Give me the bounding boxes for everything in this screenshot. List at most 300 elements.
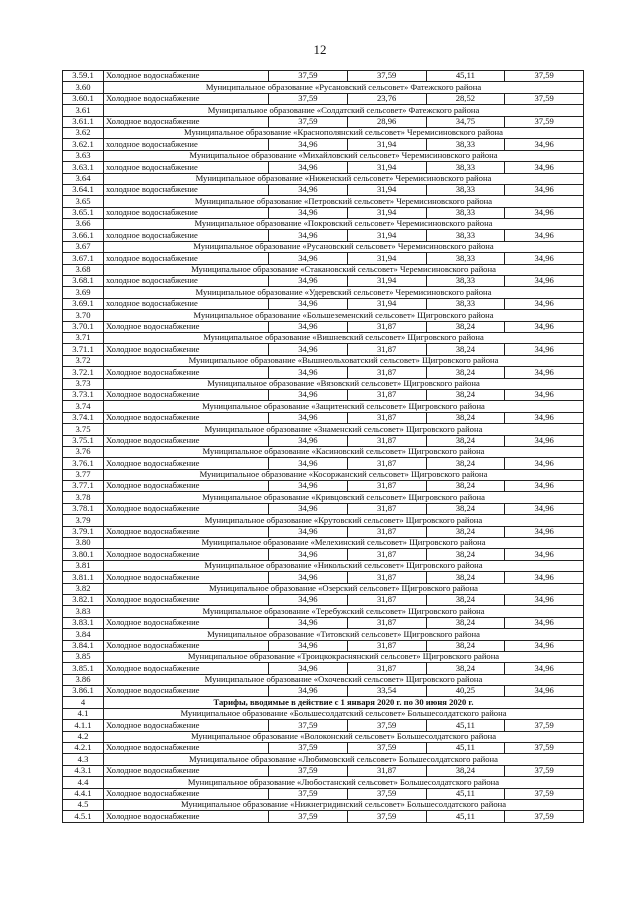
tariff-value: 34,96	[505, 663, 584, 674]
tariff-value: 31,87	[347, 572, 426, 583]
tariff-value: 31,87	[347, 765, 426, 776]
tariff-value: 40,25	[426, 686, 505, 697]
service-name: холодное водоснабжение	[104, 207, 269, 218]
table-row	[63, 765, 584, 776]
tariff-value: 34,96	[505, 321, 584, 332]
tariff-value: 38,24	[426, 435, 505, 446]
row-code: 3.60.1	[63, 93, 104, 104]
tariff-value: 37,59	[505, 743, 584, 754]
service-name: Холодное водоснабжение	[104, 344, 269, 355]
page-number: 12	[313, 42, 327, 57]
tariff-value: 38,24	[426, 389, 505, 400]
tariff-value: 34,96	[269, 253, 348, 264]
municipality-header-row	[63, 264, 584, 275]
municipality-header-row	[63, 515, 584, 526]
row-code: 4.3.1	[63, 765, 104, 776]
tariff-value: 38,24	[426, 549, 505, 560]
municipality-header-row	[63, 800, 584, 811]
tariff-value: 34,75	[426, 116, 505, 127]
tariff-value: 34,96	[505, 435, 584, 446]
service-name: холодное водоснабжение	[104, 298, 269, 309]
table-row	[63, 367, 584, 378]
municipality-title: Муниципальное образование «Титовский сельсовет» Щигровского района	[104, 629, 584, 640]
municipality-title: Муниципальное образование «Мелехинский сельсовет» Щигровского района	[104, 538, 584, 549]
row-code: 3.86	[63, 674, 104, 685]
table-row	[63, 93, 584, 104]
row-code: 4.4	[63, 777, 104, 788]
row-code: 3.71.1	[63, 344, 104, 355]
tariff-value: 38,33	[426, 162, 505, 173]
service-name: холодное водоснабжение	[104, 230, 269, 241]
service-name: Холодное водоснабжение	[104, 481, 269, 492]
tariff-value: 34,96	[269, 207, 348, 218]
municipality-header-row	[63, 332, 584, 343]
tariff-value: 34,96	[269, 481, 348, 492]
tariff-value: 31,94	[347, 253, 426, 264]
tariff-value: 34,96	[269, 663, 348, 674]
tariff-value: 31,94	[347, 298, 426, 309]
tariff-value: 34,96	[505, 389, 584, 400]
table-row	[63, 788, 584, 799]
tariff-value: 34,96	[269, 298, 348, 309]
table-row	[63, 207, 584, 218]
tariff-value: 45,11	[426, 743, 505, 754]
row-code: 3.73.1	[63, 389, 104, 400]
row-code: 3.85.1	[63, 663, 104, 674]
tariff-value: 38,33	[426, 184, 505, 195]
municipality-title: Муниципальное образование «Охочевский сельсовет» Щигровского района	[104, 674, 584, 685]
table-row	[63, 526, 584, 537]
service-name: холодное водоснабжение	[104, 184, 269, 195]
tariff-value: 34,96	[269, 321, 348, 332]
tariff-value: 31,87	[347, 321, 426, 332]
tariff-value: 28,96	[347, 116, 426, 127]
municipality-header-row	[63, 777, 584, 788]
municipality-title: Муниципальное образование «Теребужский сельсовет» Щигровского района	[104, 606, 584, 617]
row-code: 4.2	[63, 731, 104, 742]
tariff-value: 37,59	[269, 743, 348, 754]
tariff-value: 34,96	[505, 230, 584, 241]
tariff-value: 38,24	[426, 765, 505, 776]
tariff-value: 34,96	[269, 617, 348, 628]
table-row	[63, 344, 584, 355]
table-row	[63, 139, 584, 150]
tariff-value: 45,11	[426, 720, 505, 731]
tariff-value: 37,59	[269, 720, 348, 731]
municipality-header-row	[63, 754, 584, 765]
tariff-value: 38,24	[426, 617, 505, 628]
row-code: 3.64	[63, 173, 104, 184]
row-code: 3.65	[63, 196, 104, 207]
tariff-value: 37,59	[269, 811, 348, 822]
tariff-value: 38,24	[426, 526, 505, 537]
municipality-header-row	[63, 173, 584, 184]
row-code: 3.78	[63, 492, 104, 503]
tariff-value: 31,87	[347, 367, 426, 378]
tariff-value: 45,11	[426, 811, 505, 822]
table-row	[63, 663, 584, 674]
tariff-value: 38,24	[426, 640, 505, 651]
service-name: холодное водоснабжение	[104, 253, 269, 264]
municipality-title: Муниципальное образование «Русановский сельсовет» Черемисиновского района	[104, 241, 584, 252]
tariff-value: 38,24	[426, 367, 505, 378]
tariff-value: 37,59	[505, 811, 584, 822]
service-name: Холодное водоснабжение	[104, 93, 269, 104]
service-name: Холодное водоснабжение	[104, 549, 269, 560]
tariff-value: 37,59	[347, 720, 426, 731]
row-code: 3.82.1	[63, 594, 104, 605]
tariff-value: 37,59	[269, 788, 348, 799]
tariff-value: 45,11	[426, 788, 505, 799]
municipality-title: Муниципальное образование «Большесолдатский сельсовет» Большесолдатского района	[104, 708, 584, 719]
tariff-value: 31,87	[347, 435, 426, 446]
row-code: 3.86.1	[63, 686, 104, 697]
municipality-header-row	[63, 731, 584, 742]
tariff-value: 31,94	[347, 207, 426, 218]
tariff-value: 37,59	[269, 93, 348, 104]
row-code: 3.63	[63, 150, 104, 161]
tariff-value: 34,96	[269, 344, 348, 355]
tariff-value: 37,59	[269, 71, 348, 82]
municipality-title: Муниципальное образование «Вишневский сельсовет» Щигровского района	[104, 332, 584, 343]
tariff-value: 34,96	[269, 367, 348, 378]
tariff-value: 34,96	[505, 298, 584, 309]
tariff-value: 34,96	[269, 230, 348, 241]
service-name: Холодное водоснабжение	[104, 71, 269, 82]
row-code: 4.1.1	[63, 720, 104, 731]
row-code: 3.61	[63, 105, 104, 116]
municipality-header-row	[63, 287, 584, 298]
row-code: 3.62	[63, 127, 104, 138]
service-name: Холодное водоснабжение	[104, 720, 269, 731]
row-code: 3.77.1	[63, 481, 104, 492]
row-code: 4.2.1	[63, 743, 104, 754]
municipality-title: Муниципальное образование «Защитенский сельсовет» Щигровского района	[104, 401, 584, 412]
service-name: Холодное водоснабжение	[104, 594, 269, 605]
municipality-title: Муниципальное образование «Покровский сельсовет» Черемисиновского района	[104, 219, 584, 230]
tariff-value: 37,59	[505, 765, 584, 776]
municipality-title: Муниципальное образование «Большеземенский сельсовет» Щигровского района	[104, 310, 584, 321]
tariff-value: 34,96	[505, 617, 584, 628]
row-code: 3.73	[63, 378, 104, 389]
tariff-value: 45,11	[426, 71, 505, 82]
table-row	[63, 686, 584, 697]
municipality-title: Муниципальное образование «Русановский сельсовет» Фатежского района	[104, 82, 584, 93]
municipality-title: Муниципальное образование «Нижнегридинский сельсовет» Большесолдатского района	[104, 800, 584, 811]
tariff-value: 38,33	[426, 253, 505, 264]
municipality-title: Муниципальное образование «Любостанский сельсовет» Большесолдатского района	[104, 777, 584, 788]
tariff-value: 34,96	[269, 412, 348, 423]
service-name: Холодное водоснабжение	[104, 743, 269, 754]
table-row	[63, 720, 584, 731]
row-code: 3.67.1	[63, 253, 104, 264]
municipality-header-row	[63, 82, 584, 93]
tariff-value: 34,96	[269, 640, 348, 651]
tariff-value: 31,94	[347, 139, 426, 150]
table-row	[63, 162, 584, 173]
row-code: 3.63.1	[63, 162, 104, 173]
service-name: Холодное водоснабжение	[104, 435, 269, 446]
table-row	[63, 230, 584, 241]
tariff-value: 31,87	[347, 503, 426, 514]
tariff-value: 38,33	[426, 298, 505, 309]
row-code: 3.76.1	[63, 458, 104, 469]
service-name: Холодное водоснабжение	[104, 572, 269, 583]
service-name: холодное водоснабжение	[104, 162, 269, 173]
row-code: 3.72.1	[63, 367, 104, 378]
service-name: Холодное водоснабжение	[104, 686, 269, 697]
row-code: 3.66.1	[63, 230, 104, 241]
row-code: 4.1	[63, 708, 104, 719]
table-row	[63, 481, 584, 492]
municipality-header-row	[63, 583, 584, 594]
municipality-title: Муниципальное образование «Вышнеольховатский сельсовет» Щигровского района	[104, 355, 584, 366]
table-row	[63, 549, 584, 560]
tariff-value: 38,24	[426, 481, 505, 492]
municipality-header-row	[63, 401, 584, 412]
table-row	[63, 572, 584, 583]
tariff-value: 34,96	[505, 412, 584, 423]
row-code: 3.80.1	[63, 549, 104, 560]
row-code: 3.84.1	[63, 640, 104, 651]
tariff-value: 31,94	[347, 184, 426, 195]
row-code: 4.4.1	[63, 788, 104, 799]
tariff-value: 34,96	[269, 389, 348, 400]
tariff-value: 31,87	[347, 481, 426, 492]
tariff-value: 34,96	[269, 503, 348, 514]
tariff-value: 38,33	[426, 276, 505, 287]
tariff-value: 37,59	[269, 765, 348, 776]
row-code: 3.68.1	[63, 276, 104, 287]
tariff-value: 34,96	[505, 549, 584, 560]
tariff-value: 34,96	[269, 549, 348, 560]
tariff-value: 37,59	[505, 71, 584, 82]
municipality-header-row	[63, 241, 584, 252]
tariff-value: 34,96	[505, 503, 584, 514]
municipality-header-row	[63, 150, 584, 161]
municipality-header-row	[63, 538, 584, 549]
service-name: Холодное водоснабжение	[104, 503, 269, 514]
municipality-title: Муниципальное образование «Солдатский сельсовет» Фатежского района	[104, 105, 584, 116]
municipality-header-row	[63, 424, 584, 435]
municipality-title: Муниципальное образование «Знаменский сельсовет» Щигровского района	[104, 424, 584, 435]
row-code: 3.69	[63, 287, 104, 298]
tariff-value: 34,96	[269, 526, 348, 537]
municipality-header-row	[63, 219, 584, 230]
row-code: 3.71	[63, 332, 104, 343]
tariff-value: 34,96	[269, 458, 348, 469]
tariff-value: 37,59	[347, 743, 426, 754]
row-code: 3.68	[63, 264, 104, 275]
tariff-value: 37,59	[505, 720, 584, 731]
service-name: Холодное водоснабжение	[104, 116, 269, 127]
row-code: 3.75	[63, 424, 104, 435]
section-title: Тарифы, вводимые в действие с 1 января 2020 г. по 30 июня 2020 г.	[104, 697, 584, 708]
tariff-value: 38,33	[426, 230, 505, 241]
municipality-header-row	[63, 629, 584, 640]
row-code: 3.80	[63, 538, 104, 549]
row-code: 3.70.1	[63, 321, 104, 332]
row-code: 3.69.1	[63, 298, 104, 309]
tariff-value: 34,96	[505, 344, 584, 355]
row-code: 3.64.1	[63, 184, 104, 195]
tariff-value: 34,96	[269, 139, 348, 150]
row-code: 3.67	[63, 241, 104, 252]
tariff-value: 34,96	[505, 162, 584, 173]
tariff-value: 31,87	[347, 594, 426, 605]
municipality-title: Муниципальное образование «Никольский сельсовет» Щигровского района	[104, 560, 584, 571]
tariff-value: 34,96	[269, 162, 348, 173]
tariff-value: 31,87	[347, 617, 426, 628]
tariff-value: 31,87	[347, 389, 426, 400]
municipality-header-row	[63, 560, 584, 571]
row-code: 3.81	[63, 560, 104, 571]
row-code: 3.74	[63, 401, 104, 412]
tariff-value: 31,87	[347, 526, 426, 537]
tariff-value: 34,96	[505, 572, 584, 583]
municipality-title: Муниципальное образование «Троицкокраснянский сельсовет» Щигровского района	[104, 651, 584, 662]
row-code: 3.75.1	[63, 435, 104, 446]
municipality-title: Муниципальное образование «Кривцовский сельсовет» Щигровского района	[104, 492, 584, 503]
tariff-value: 34,96	[505, 640, 584, 651]
tariff-value: 37,59	[347, 788, 426, 799]
row-code: 3.85	[63, 651, 104, 662]
service-name: холодное водоснабжение	[104, 139, 269, 150]
tariff-value: 34,96	[505, 184, 584, 195]
table-row	[63, 617, 584, 628]
service-name: Холодное водоснабжение	[104, 663, 269, 674]
tariff-value: 38,24	[426, 663, 505, 674]
row-code: 3.60	[63, 82, 104, 93]
row-code: 4	[63, 697, 104, 708]
municipality-header-row	[63, 127, 584, 138]
table-row	[63, 743, 584, 754]
municipality-title: Муниципальное образование «Любимовский сельсовет» Большесолдатского района	[104, 754, 584, 765]
tariff-value: 34,96	[505, 526, 584, 537]
tariff-value: 38,24	[426, 458, 505, 469]
tariff-value: 34,96	[505, 253, 584, 264]
municipality-header-row	[63, 355, 584, 366]
table-row	[63, 116, 584, 127]
table-row	[63, 184, 584, 195]
row-code: 3.59.1	[63, 71, 104, 82]
tariff-value: 31,87	[347, 640, 426, 651]
service-name: Холодное водоснабжение	[104, 811, 269, 822]
table-row	[63, 412, 584, 423]
section-header-row	[63, 697, 584, 708]
row-code: 3.77	[63, 469, 104, 480]
table-row	[63, 458, 584, 469]
table-row	[63, 253, 584, 264]
service-name: Холодное водоснабжение	[104, 458, 269, 469]
tariff-value: 31,87	[347, 663, 426, 674]
tariff-value: 23,76	[347, 93, 426, 104]
tariff-table	[62, 70, 584, 823]
service-name: Холодное водоснабжение	[104, 526, 269, 537]
municipality-header-row	[63, 708, 584, 719]
row-code: 4.5.1	[63, 811, 104, 822]
tariff-value: 37,59	[505, 116, 584, 127]
tariff-value: 37,59	[347, 811, 426, 822]
tariff-value: 31,94	[347, 230, 426, 241]
service-name: Холодное водоснабжение	[104, 617, 269, 628]
row-code: 4.3	[63, 754, 104, 765]
municipality-title: Муниципальное образование «Краснополянский сельсовет» Черемисиновского района	[104, 127, 584, 138]
row-code: 3.61.1	[63, 116, 104, 127]
row-code: 3.70	[63, 310, 104, 321]
tariff-value: 31,87	[347, 344, 426, 355]
service-name: Холодное водоснабжение	[104, 367, 269, 378]
tariff-value: 28,52	[426, 93, 505, 104]
municipality-header-row	[63, 606, 584, 617]
row-code: 3.74.1	[63, 412, 104, 423]
tariff-value: 38,24	[426, 321, 505, 332]
tariff-value: 34,96	[269, 276, 348, 287]
row-code: 3.79.1	[63, 526, 104, 537]
table-row	[63, 811, 584, 822]
row-code: 3.66	[63, 219, 104, 230]
tariff-value: 34,96	[505, 367, 584, 378]
municipality-header-row	[63, 651, 584, 662]
tariff-value: 31,87	[347, 412, 426, 423]
row-code: 3.79	[63, 515, 104, 526]
tariff-value: 31,94	[347, 276, 426, 287]
tariff-value: 34,96	[269, 594, 348, 605]
municipality-header-row	[63, 469, 584, 480]
tariff-value: 34,96	[505, 207, 584, 218]
tariff-value: 37,59	[505, 93, 584, 104]
row-code: 3.82	[63, 583, 104, 594]
municipality-header-row	[63, 378, 584, 389]
municipality-header-row	[63, 492, 584, 503]
municipality-title: Муниципальное образование «Волоконский сельсовет» Большесолдатского района	[104, 731, 584, 742]
row-code: 3.83.1	[63, 617, 104, 628]
tariff-value: 38,24	[426, 344, 505, 355]
row-code: 4.5	[63, 800, 104, 811]
municipality-title: Муниципальное образование «Ниженский сельсовет» Черемисиновского района	[104, 173, 584, 184]
municipality-title: Муниципальное образование «Вязовский сельсовет» Щигровского района	[104, 378, 584, 389]
municipality-title: Муниципальное образование «Крутовский сельсовет» Щигровского района	[104, 515, 584, 526]
municipality-title: Муниципальное образование «Озерский сельсовет» Щигровского района	[104, 583, 584, 594]
service-name: Холодное водоснабжение	[104, 640, 269, 651]
municipality-header-row	[63, 196, 584, 207]
tariff-value: 38,33	[426, 139, 505, 150]
tariff-value: 37,59	[347, 71, 426, 82]
row-code: 3.76	[63, 446, 104, 457]
row-code: 3.62.1	[63, 139, 104, 150]
row-code: 3.84	[63, 629, 104, 640]
tariff-value: 34,96	[505, 686, 584, 697]
service-name: Холодное водоснабжение	[104, 412, 269, 423]
row-code: 3.72	[63, 355, 104, 366]
tariff-value: 34,96	[505, 481, 584, 492]
table-row	[63, 321, 584, 332]
service-name: Холодное водоснабжение	[104, 765, 269, 776]
tariff-value: 34,96	[269, 184, 348, 195]
tariff-value: 38,24	[426, 572, 505, 583]
municipality-title: Муниципальное образование «Петровский сельсовет» Черемисиновского района	[104, 196, 584, 207]
tariff-value: 38,24	[426, 503, 505, 514]
table-row	[63, 503, 584, 514]
table-row	[63, 298, 584, 309]
tariff-value: 37,59	[505, 788, 584, 799]
municipality-title: Муниципальное образование «Михайловский сельсовет» Черемисиновского района	[104, 150, 584, 161]
table-row	[63, 640, 584, 651]
tariff-value: 34,96	[505, 458, 584, 469]
table-row	[63, 594, 584, 605]
tariff-value: 38,24	[426, 412, 505, 423]
tariff-value: 34,96	[269, 686, 348, 697]
